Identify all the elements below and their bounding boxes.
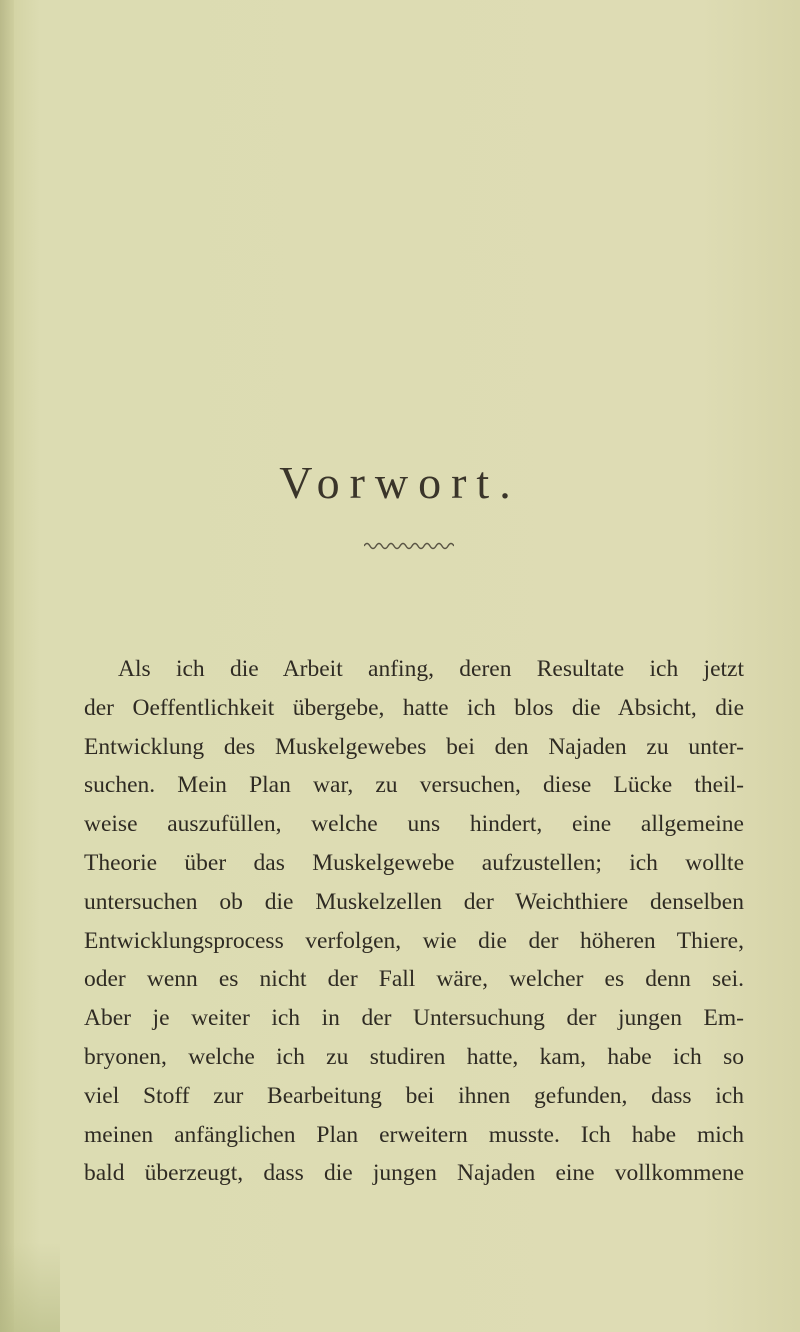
body-paragraph (84, 650, 744, 1193)
text-line: Aber je weiter ich in der Untersuchung der jungen Em- (84, 1005, 744, 1032)
page-binding-edge (0, 0, 14, 1332)
text-line: viel Stoff zur Bearbeitung bei ihnen gefunden, dass ich (84, 1082, 744, 1109)
text-line: suchen. Mein Plan war, zu versuchen, diese Lücke theil- (84, 772, 744, 799)
text-line: Entwicklung des Muskelgewebes bei den Najaden zu unter- (84, 733, 744, 760)
text-line: Entwicklungsprocess verfolgen, wie die der höheren Thiere, (84, 927, 744, 954)
text-line: der Oeffentlichkeit übergebe, hatte ich blos die Absicht, die (84, 694, 744, 721)
text-line: weise auszufüllen, welche uns hindert, eine allgemeine (84, 811, 744, 838)
text-line: Als ich die Arbeit anfing, deren Resultate ich jetzt (118, 656, 744, 682)
text-line: oder wenn es nicht der Fall wäre, welcher es denn sei. (84, 966, 744, 993)
page-heading: Vorwort. (279, 457, 521, 508)
text-line: bald überzeugt, dass die jungen Najaden eine vollkommene (84, 1160, 744, 1187)
text-line: untersuchen ob die Muskelzellen der Weichthiere denselben (84, 888, 744, 915)
text-line: bryonen, welche ich zu studiren hatte, kam, habe ich so (84, 1043, 744, 1070)
wavy-line-ornament (364, 544, 454, 549)
ornament-divider (364, 540, 454, 552)
text-line: meinen anfänglichen Plan erweitern musste. Ich habe mich (84, 1121, 744, 1148)
page-corner-shadow (0, 1242, 60, 1332)
text-line: Theorie über das Muskelgewebe aufzustellen; ich wollte (84, 849, 744, 876)
